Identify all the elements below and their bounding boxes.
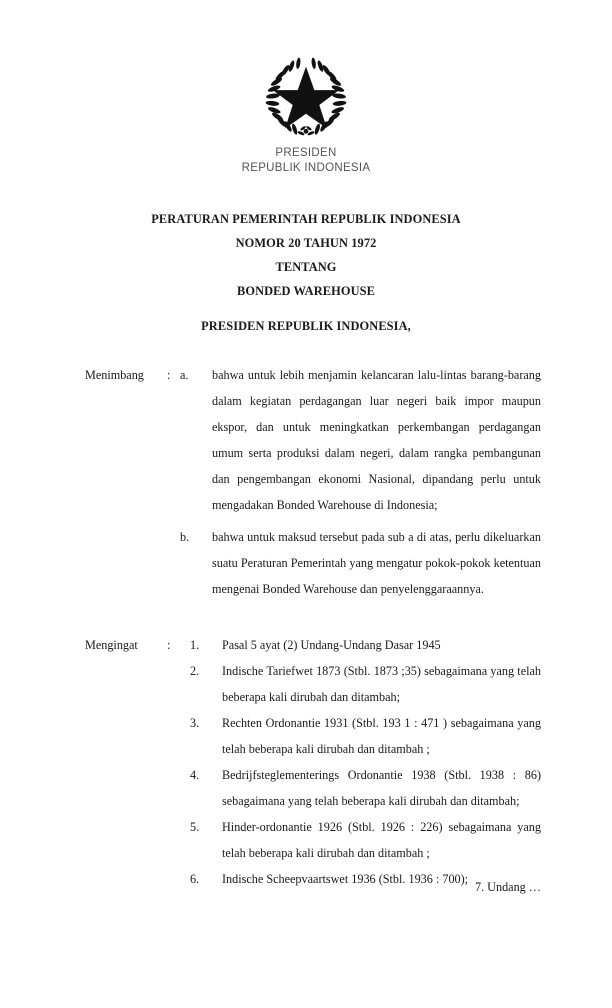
- clause-marker: 3.: [190, 716, 200, 730]
- clause-text: bahwa untuk maksud tersebut pada sub a di atas, perlu dikeluarkan suatu Peraturan Pemerintah yang mengatur pokok-pokok ketentuan mengenai Bonded Warehouse dan penyelenggaraannya.: [212, 530, 541, 596]
- emblem-caption: [0, 146, 612, 175]
- clause-row: [85, 658, 541, 710]
- clause-marker: 1.: [190, 638, 200, 652]
- section-colon: :: [167, 368, 171, 382]
- title-tentang: TENTANG: [275, 260, 337, 274]
- title-regulation-type: PERATURAN PEMERINTAH REPUBLIK INDONESIA: [151, 212, 461, 226]
- garuda-star-wreath-emblem: [260, 52, 352, 140]
- title-number: NOMOR 20 TAHUN 1972: [235, 236, 377, 250]
- clause-marker: b.: [180, 530, 190, 544]
- section-colon: :: [167, 638, 171, 652]
- clause-text: Bedrijfsteglementerings Ordonantie 1938 (Stbl. 1938 : 86) sebagaimana yang telah beberapa kali dirubah dan ditambah;: [222, 768, 541, 808]
- clause-text: bahwa untuk lebih menjamin kelancaran lalu-lintas barang-barang dalam kegiatan perdagangan luar negeri baik impor maupun ekspor, dan untuk meningkatkan perkembangan perdagangan umum serta produksi dalam negeri, dalam rangka pembangunan dan pengembangan ekonomi Nasional, dipandang perlu untuk mengadakan Bonded Warehouse di Indonesia;: [212, 368, 541, 512]
- clause-row: [85, 524, 541, 602]
- clause-row: [85, 814, 541, 866]
- section-label-mengingat: Mengingat: [85, 638, 138, 652]
- authority-line: PRESIDEN REPUBLIK INDONESIA,: [201, 319, 411, 333]
- clause-row: [85, 762, 541, 814]
- clause-marker: 5.: [190, 820, 200, 834]
- clause-marker: 6.: [190, 872, 200, 886]
- section-label-menimbang: Menimbang: [85, 368, 144, 382]
- clause-text: Indische Tariefwet 1873 (Stbl. 1873 ;35) sebagaimana yang telah beberapa kali dirubah dan ditambah;: [222, 664, 541, 704]
- emblem-block: [0, 52, 612, 175]
- section-mengingat: [85, 632, 541, 892]
- emblem-caption-line2: REPUBLIK INDONESIA: [241, 161, 371, 174]
- clause-row: [85, 362, 541, 518]
- clause-marker: 2.: [190, 664, 200, 678]
- clause-text: Pasal 5 ayat (2) Undang-Undang Dasar 1945: [222, 638, 441, 652]
- page-title: [0, 207, 612, 303]
- clause-marker: a.: [180, 368, 189, 382]
- clause-row: [85, 632, 541, 658]
- page-catchword: 7. Undang …: [474, 880, 541, 894]
- clause-text: Hinder-ordonantie 1926 (Stbl. 1926 : 226) sebagaimana yang telah beberapa kali dirubah dan ditambah ;: [222, 820, 541, 860]
- clause-text: Indische Scheepvaartswet 1936 (Stbl. 1936 : 700);: [222, 872, 469, 886]
- clause-text: Rechten Ordonantie 1931 (Stbl. 193 1 : 471 ) sebagaimana yang telah beberapa kali dirubah dan ditambah ;: [222, 716, 541, 756]
- section-menimbang: [85, 362, 541, 602]
- emblem-caption-line1: PRESIDEN: [275, 147, 337, 159]
- clause-row: [85, 710, 541, 762]
- title-subject: BONDED WAREHOUSE: [236, 284, 376, 298]
- clause-marker: 4.: [190, 768, 200, 782]
